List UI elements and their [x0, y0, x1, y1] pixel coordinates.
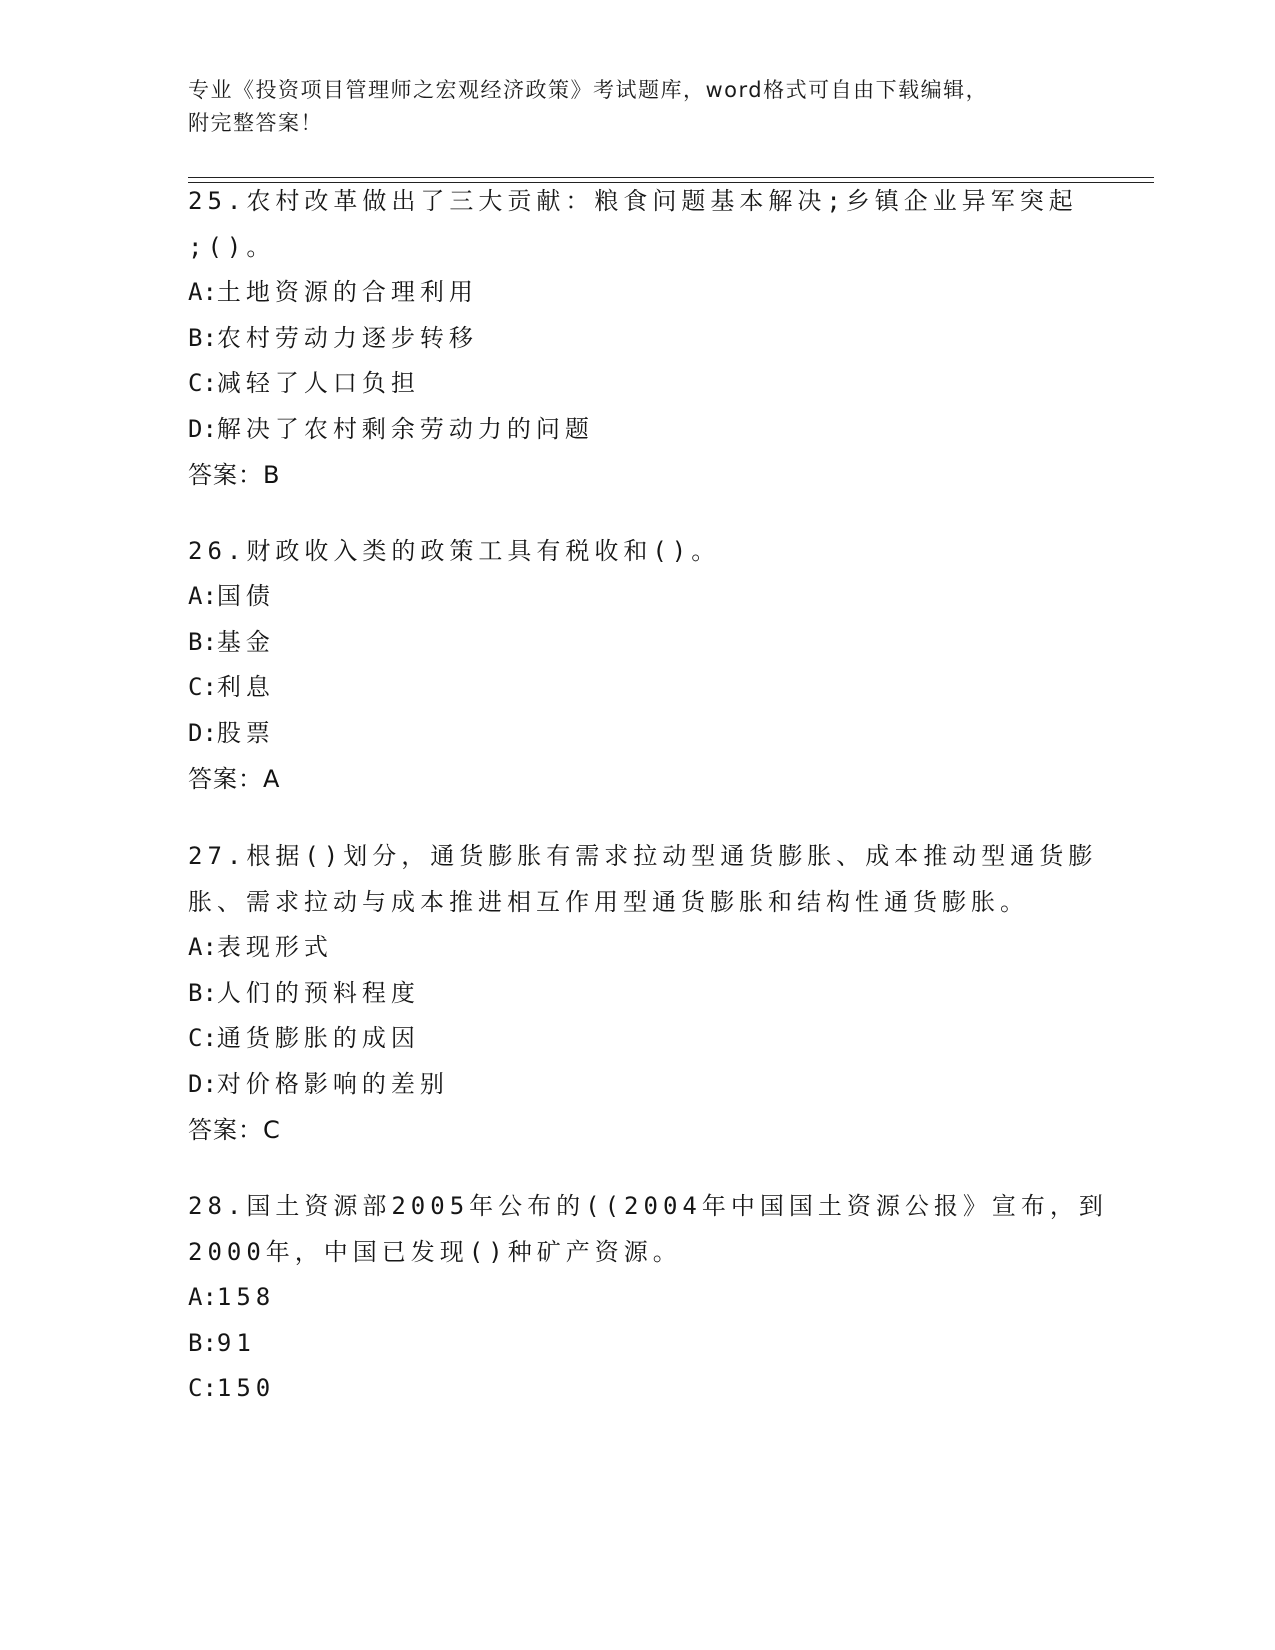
- option-a: [188, 925, 1088, 971]
- option-label: C:: [188, 1374, 217, 1403]
- option-b: [188, 1321, 1088, 1367]
- answer-line: 答案：C: [188, 1116, 281, 1145]
- question-text-line: 胀、需求拉动与成本推进相互作用型通货膨胀和结构性通货膨胀。: [188, 888, 1029, 916]
- option-label: C:: [188, 673, 217, 702]
- option-text: 土地资源的合理利用: [216, 278, 478, 306]
- option-text: 股票: [216, 718, 275, 747]
- question-27: [188, 833, 1098, 1153]
- option-d: [188, 711, 1088, 757]
- option-b: [188, 620, 1088, 666]
- option-text: 对价格影响的差别: [216, 1069, 449, 1098]
- option-label: C:: [188, 369, 217, 398]
- option-d: [188, 1062, 1088, 1108]
- option-text: 农村劳动力逐步转移: [216, 323, 478, 352]
- option-text: 158: [216, 1283, 276, 1311]
- option-text: 表现形式: [216, 933, 333, 961]
- option-text: 利息: [216, 673, 275, 702]
- question-text-line: 28.国土资源部2005年公布的((2004年中国国土资源公报》宣布，到: [188, 1192, 1108, 1220]
- option-label: D:: [188, 414, 217, 443]
- option-text: 解决了农村剩余劳动力的问题: [216, 414, 594, 443]
- option-text: 91: [216, 1328, 256, 1357]
- question-26: [188, 528, 1088, 802]
- option-label: A:: [188, 933, 217, 961]
- header-line-2: 附完整答案！: [188, 111, 323, 135]
- option-text: 人们的预料程度: [216, 978, 420, 1007]
- option-text: 150: [216, 1374, 276, 1403]
- option-text: 通货膨胀的成因: [216, 1024, 420, 1053]
- option-c: [188, 361, 1088, 407]
- answer-line: 答案：A: [188, 765, 281, 794]
- option-b: [188, 971, 1088, 1017]
- question-text-line: 25.农村改革做出了三大贡献：粮食问题基本解决;乡镇企业异军突起: [188, 187, 1078, 215]
- option-label: B:: [188, 978, 217, 1007]
- option-c: [188, 1016, 1088, 1062]
- option-label: A:: [188, 1283, 217, 1311]
- document-header: [188, 74, 1068, 140]
- option-label: B:: [188, 1328, 217, 1357]
- option-label: A:: [188, 278, 217, 306]
- option-d: [188, 407, 1088, 453]
- option-text: 基金: [216, 627, 275, 656]
- option-label: C:: [188, 1024, 217, 1053]
- option-label: D:: [188, 1069, 217, 1098]
- option-a: [188, 1275, 1088, 1321]
- question-25: [188, 178, 1088, 498]
- option-label: B:: [188, 323, 217, 352]
- option-label: A:: [188, 582, 217, 610]
- header-line-1: 专业《投资项目管理师之宏观经济政策》考试题库，word格式可自由下载编辑，: [188, 78, 989, 102]
- question-text-line: ;()。: [188, 233, 276, 261]
- answer-line: 答案：B: [188, 461, 281, 490]
- question-28: [188, 1183, 1108, 1412]
- option-a: [188, 574, 1088, 620]
- option-label: B:: [188, 627, 217, 656]
- question-text-line: 27.根据()划分，通货膨胀有需求拉动型通货膨胀、成本推动型通货膨: [188, 842, 1098, 870]
- option-a: [188, 270, 1088, 316]
- question-text-line: 2000年，中国已发现()种矿产资源。: [188, 1238, 682, 1266]
- option-text: 国债: [216, 582, 275, 610]
- question-text-line: 26.财政收入类的政策工具有税收和()。: [188, 537, 721, 565]
- option-label: D:: [188, 718, 217, 747]
- option-text: 减轻了人口负担: [216, 369, 420, 398]
- option-b: [188, 316, 1088, 362]
- option-c: [188, 665, 1088, 711]
- option-c: [188, 1366, 1088, 1412]
